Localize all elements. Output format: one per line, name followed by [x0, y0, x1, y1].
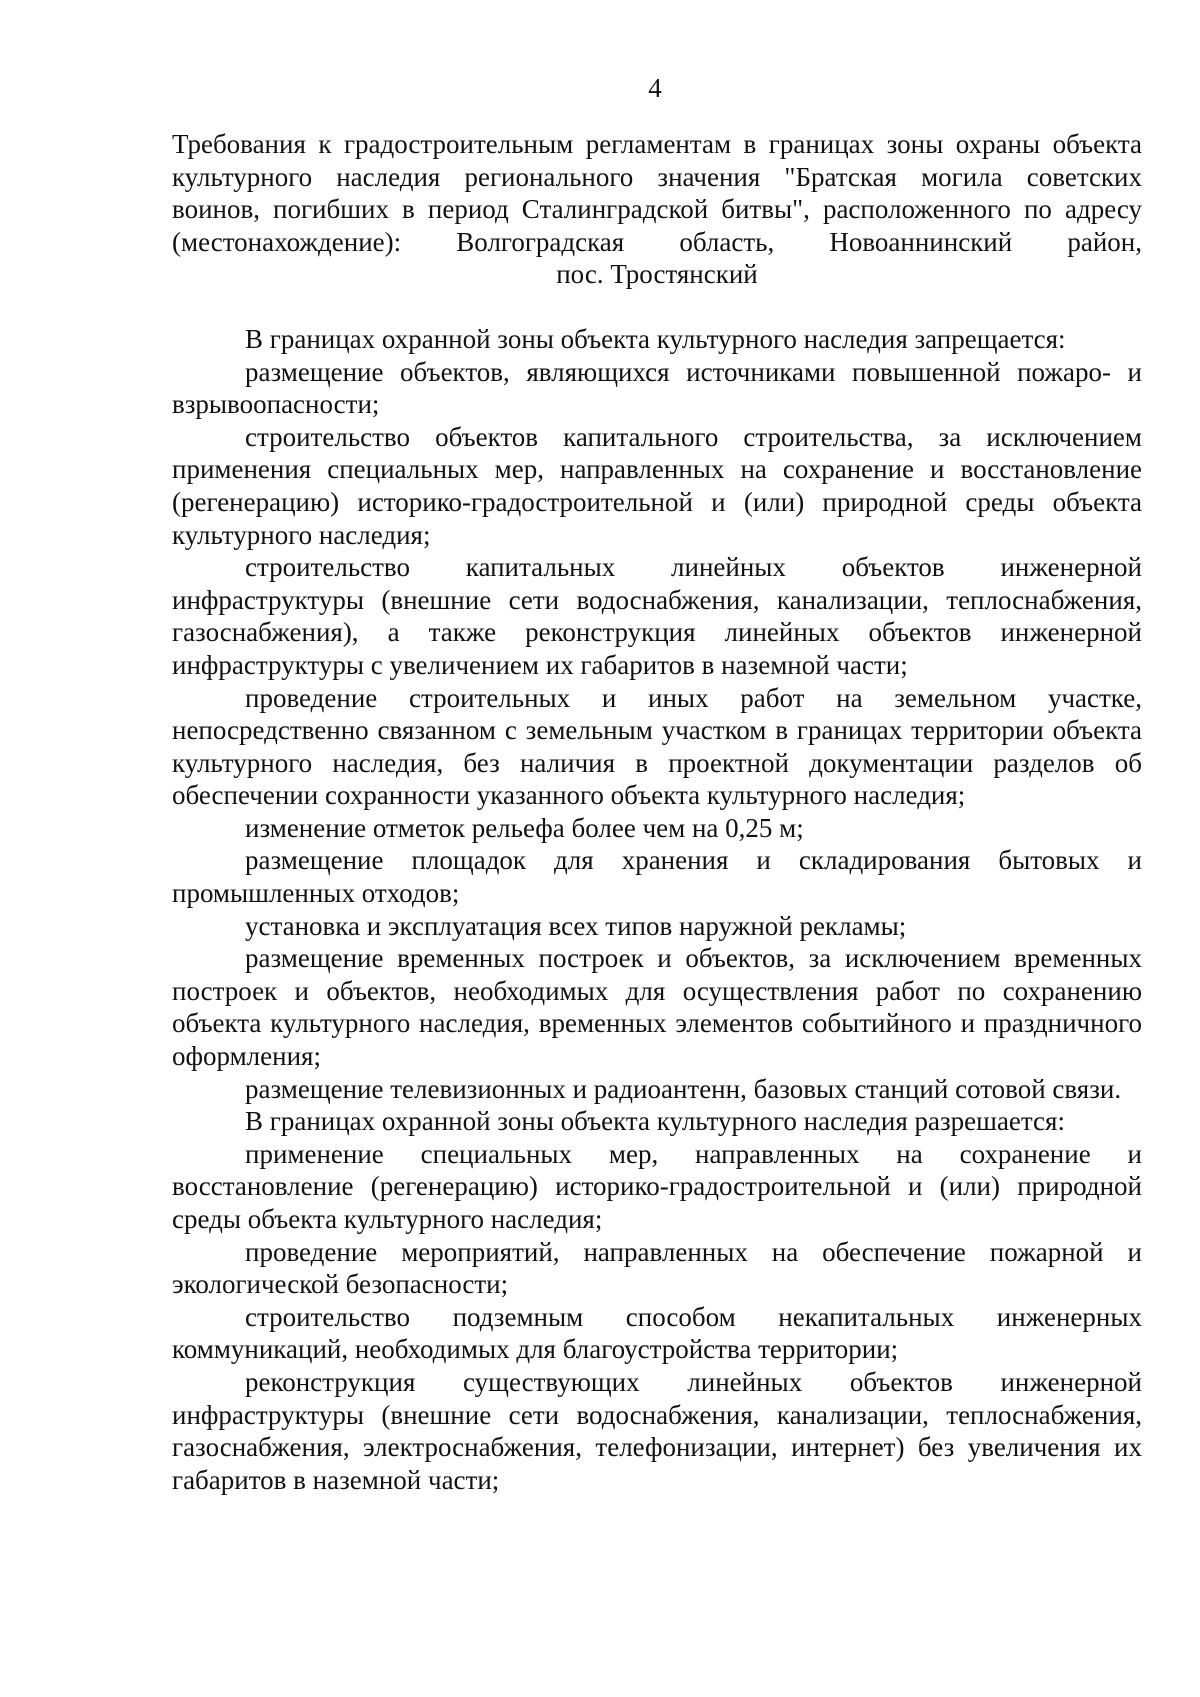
- paragraph-item: размещение телевизионных и радиоантенн, базовых станций сотовой связи.: [245, 1073, 1122, 1104]
- heading-line: пос. Тростянский: [556, 259, 758, 290]
- paragraph-item: размещение объектов, являющихся источниками повышенной пожаро- и взрывоопасности;: [172, 356, 1142, 420]
- paragraph-item: изменение отметок рельефа более чем на 0,25 м;: [245, 812, 804, 843]
- paragraph-item: реконструкция существующих линейных объектов инженерной инфраструктуры (внешние сети водоснабжения, канализации, теплоснабжения, газоснабжения, электроснабжения, телефонизации, интернет) без увеличения их габаритов в наземной части;: [172, 1366, 1142, 1495]
- paragraph-item: проведение мероприятий, направленных на обеспечение пожарной и экологической безопасности;: [172, 1236, 1142, 1300]
- paragraph-prohibited-intro: В границах охранной зоны объекта культурного наследия запрещается:: [245, 323, 1066, 354]
- paragraph-item: размещение площадок для хранения и складирования бытовых и промышленных отходов;: [172, 845, 1142, 909]
- paragraph-allowed-intro: В границах охранной зоны объекта культурного наследия разрешается:: [245, 1106, 1065, 1137]
- heading-line: (местонахождение): Волгоградская область, Новоаннинский район,: [172, 226, 1142, 257]
- heading-spacer: [172, 291, 1142, 323]
- document-body: [172, 128, 1142, 1496]
- paragraph-list: [172, 323, 1142, 1496]
- paragraph-item: установка и эксплуатация всех типов наружной рекламы;: [245, 910, 907, 941]
- document-heading: [172, 128, 1142, 291]
- paragraph-item: строительство капитальных линейных объектов инженерной инфраструктуры (внешние сети водоснабжения, канализации, теплоснабжения, газоснабжения), а также реконструкция линейных объектов инженерной инфраструктуры с увеличением их габаритов в наземной части;: [172, 552, 1142, 680]
- heading-line: воинов, погибших в период Сталинградской битвы", расположенного по адресу: [172, 194, 1142, 225]
- paragraph-item: строительство подземным способом некапитальных инженерных коммуникаций, необходимых для благоустройства территории;: [172, 1301, 1142, 1365]
- paragraph-item: применение специальных мер, направленных на сохранение и восстановление (регенерацию) историко-градостроительной и (или) природной среды объекта культурного наследия;: [172, 1138, 1142, 1234]
- paragraph-item: строительство объектов капитального строительства, за исключением применения специальных мер, направленных на сохранение и восстановление (регенерацию) историко-градостроительной и (или) природной среды объекта культурного наследия;: [172, 421, 1142, 550]
- paragraph-item: размещение временных построек и объектов, за исключением временных построек и объектов, необходимых для осуществления работ по сохранению объекта культурного наследия, временных элементов событийного и праздничного оформления;: [172, 943, 1142, 1072]
- heading-line: Требования к градостроительным регламентам в границах зоны охраны объекта: [172, 129, 1142, 159]
- paragraph-item: проведение строительных и иных работ на земельном участке, непосредственно связанном с земельным участком в границах территории объекта культурного наследия, без наличия в проектной документации разделов об обеспечении сохранности указанного объекта культурного наследия;: [172, 682, 1142, 811]
- heading-line: культурного наследия регионального значения "Братская могила советских: [172, 161, 1142, 192]
- page-number: 4: [648, 73, 662, 103]
